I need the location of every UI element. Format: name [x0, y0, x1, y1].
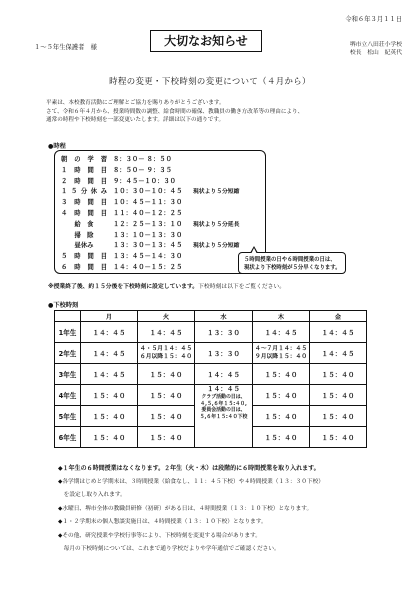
callout-line: ５時間授業の日や６時間授業の日は、 — [244, 257, 336, 263]
after-school-note — [48, 281, 285, 290]
dismissal-time-cell: １５：４０ — [310, 427, 367, 448]
dismissal-time-line: ４～７月１４：４５ — [254, 346, 308, 352]
dismissal-time-cell: １４：４５ — [138, 322, 195, 343]
period-label: ６時間目 — [61, 264, 107, 271]
dismissal-time-cell: １４：４５ — [81, 322, 138, 343]
dismissal-time-cell: １５：４０ — [138, 406, 195, 427]
dismissal-time-cell: １４：４５ — [310, 343, 367, 364]
grade-cell: 3年生 — [55, 364, 81, 385]
grade-cell: 2年生 — [55, 343, 81, 364]
period-time: １０：４５－１１：３０ — [113, 199, 183, 207]
schedule-row — [55, 155, 265, 165]
issue-date: 令和６年３月１１日 — [345, 16, 402, 23]
dismissal-time-cell: １５：４０ — [138, 364, 195, 385]
dismissal-time-cell: １５：４０ — [310, 406, 367, 427]
note-item: を設定し取り入れます。 — [58, 492, 126, 498]
intro-text — [46, 99, 386, 125]
note-item: ◆１年生の６時間授業はなくなります。２年生（火・木）は段階的に６時間授業を取り入れます。 — [58, 465, 320, 472]
schedule-row — [55, 209, 265, 219]
period-label: 昼休み — [74, 242, 94, 250]
dismissal-time-cell: １５：４０ — [310, 385, 367, 406]
period-time: １０：３０－１０：４５ — [113, 188, 183, 196]
club-note-line: 委員会活動の日は、 — [201, 407, 246, 414]
corner-cell — [55, 311, 81, 322]
club-note-line: ４,５,６年１５:４０, — [200, 400, 247, 407]
schedule-row — [55, 198, 265, 208]
period-label: ４時間目 — [61, 210, 107, 217]
day-header: 木 — [253, 311, 310, 322]
dismissal-time-cell: １５：４０ — [253, 406, 310, 427]
period-time: １２：２５－１３：１０ — [113, 220, 183, 228]
dismissal-time-cell: １４：４５ — [81, 364, 138, 385]
schedule-row — [55, 166, 265, 176]
grade-cell: 4年生 — [55, 385, 81, 406]
period-time: １４：４０－１５：２５ — [113, 264, 183, 271]
principal-name: 校長 松山 紀英代 — [349, 50, 402, 56]
note-item: ◆各学期はじめと学期末は、３時間授業（給食なし、１１：４５下校）や４時間授業（１３：３０下校） — [58, 478, 324, 485]
dismissal-time-cell: １５：４０ — [138, 385, 195, 406]
intro-line: 通常の時程や下校時刻を一部変更いたします。詳細は以下の通りです。 — [46, 117, 225, 124]
sender-block — [350, 41, 402, 57]
grade-cell: 1年生 — [55, 322, 81, 343]
dismissal-table — [54, 310, 367, 448]
schedule-row — [55, 177, 265, 187]
period-change-note: 現状より５分短縮 — [193, 189, 240, 196]
dismissal-time-cell: １５：４０ — [253, 364, 310, 385]
dismissal-time-cell: １５：４０ — [81, 427, 138, 448]
intro-line: 平素は、本校教育活動にご理解とご協力を賜りありがとうございます。 — [46, 100, 225, 106]
note-item: ◆その他、研究授業や学校行事等により、下校時刻を変更する場合があります。 — [58, 532, 261, 539]
dismissal-time-cell: １４：４５ — [81, 343, 138, 364]
staged-dismissal-cell — [253, 343, 310, 364]
note-item: 毎月の下校時刻については、これまで通り学校だよりや学年通信でご確認ください。 — [58, 546, 280, 552]
schedule-row — [55, 252, 265, 262]
schedule-row — [55, 231, 265, 241]
period-label: 給 食 — [74, 220, 94, 228]
period-label: １５分休み — [61, 188, 107, 196]
recipient: １～５年生保護者 様 — [34, 44, 97, 51]
document-title: 時程の変更・下校時刻の変更について（４月から） — [109, 76, 311, 86]
dismissal-time-cell: １５：４０ — [310, 364, 367, 385]
dismissal-time-cell: １３：３０ — [195, 322, 253, 343]
table-row — [55, 343, 367, 364]
period-time: １３：３０－１３：４５ — [113, 242, 183, 250]
period-label: ５時間目 — [61, 253, 107, 261]
period-label: 朝の学習 — [61, 156, 107, 163]
period-time: ９：４５－１０：３０ — [113, 177, 176, 185]
dismissal-time: １４：４５ — [207, 385, 240, 393]
dismissal-time-cell: １５：４０ — [81, 385, 138, 406]
schedule-box — [54, 150, 266, 274]
schedule-row — [55, 220, 265, 230]
day-header: 金 — [310, 311, 367, 322]
period-label: ２時間目 — [61, 177, 107, 185]
club-note-line: クラブ活動の日は、 — [201, 394, 246, 400]
period-label: １時間目 — [61, 166, 107, 174]
grade-cell: 5年生 — [55, 406, 81, 427]
dismissal-time-cell: １５：４０ — [138, 427, 195, 448]
period-time: ８：５０－ ９：３５ — [113, 166, 172, 174]
intro-line: さて、令和６年４月から、授業時間数の調整、給食時間の確保、教職員の働き方改革等の理由により、 — [46, 108, 304, 115]
callout-line: 現状より下校時刻が５分早くなります。 — [244, 265, 341, 271]
period-time: １１：４０－１２：２５ — [113, 210, 183, 217]
notice-title-box: 大切なお知らせ — [150, 30, 262, 52]
wednesday-upper-grade-cell — [195, 385, 253, 448]
dismissal-time-cell: １４：４５ — [310, 322, 367, 343]
dismissal-heading: ●下校時刻 — [48, 302, 79, 309]
period-label: 掃 除 — [74, 231, 94, 239]
table-row — [55, 385, 367, 406]
dismissal-time-cell: １５：４０ — [253, 427, 310, 448]
table-header-row — [55, 311, 367, 322]
dismissal-time-cell: １４：４５ — [195, 364, 253, 385]
dismissal-time-cell: １３：３０ — [195, 343, 253, 364]
note-item: ◆水曜日、堺市全体の教職員研修（初研）がある日は、４時間授業（１３：１０下校）となります。 — [58, 505, 313, 512]
note-item: ◆１・２学期末の個人懇談実施日は、４時間授業（１３：１０下校）となります。 — [58, 519, 267, 525]
bubble-tail-fill — [251, 248, 257, 254]
schedule-heading: ●時程 — [48, 143, 66, 150]
period-change-note: 現状より５分延長 — [193, 221, 240, 228]
staged-dismissal-cell — [138, 343, 195, 364]
dismissal-time-cell: １５：４０ — [253, 385, 310, 406]
notes-list — [58, 462, 408, 557]
dismissal-time-line: ９月以降１５：４０ — [254, 354, 308, 360]
club-note-line: ５,６年１５:４０下校 — [199, 413, 248, 420]
schedule-row — [55, 241, 265, 251]
period-time: ８：３０－ ８：５０ — [113, 156, 172, 163]
dismissal-time-cell: １４：４５ — [253, 322, 310, 343]
school-name: 堺市立八田荘小学校 — [349, 42, 402, 48]
period-time: １３：４５－１４：３０ — [113, 253, 183, 261]
period-label: ３時間目 — [61, 199, 107, 207]
table-row — [55, 322, 367, 343]
dismissal-time-line: ４・５月１４：４５ — [139, 346, 193, 352]
schedule-row — [55, 263, 265, 273]
schedule-row — [55, 187, 265, 197]
period-change-note: 現状より５分短縮 — [193, 243, 240, 250]
grade-cell: 6年生 — [55, 427, 81, 448]
after-school-note-bold: ※授業終了後、約１５分後を下校時刻に設定しています。 — [48, 284, 199, 290]
day-header: 月 — [81, 311, 138, 322]
period-time: １３：１０－１３：３０ — [113, 231, 183, 239]
day-header: 水 — [195, 311, 253, 322]
day-header: 火 — [138, 311, 195, 322]
schedule-callout — [238, 252, 346, 274]
dismissal-time-cell: １５：４０ — [81, 406, 138, 427]
after-school-note-normal: 下校時刻は以下をご覧ください。 — [198, 284, 286, 290]
table-row — [55, 364, 367, 385]
dismissal-time-line: ６月以降１５：４０ — [139, 354, 193, 360]
